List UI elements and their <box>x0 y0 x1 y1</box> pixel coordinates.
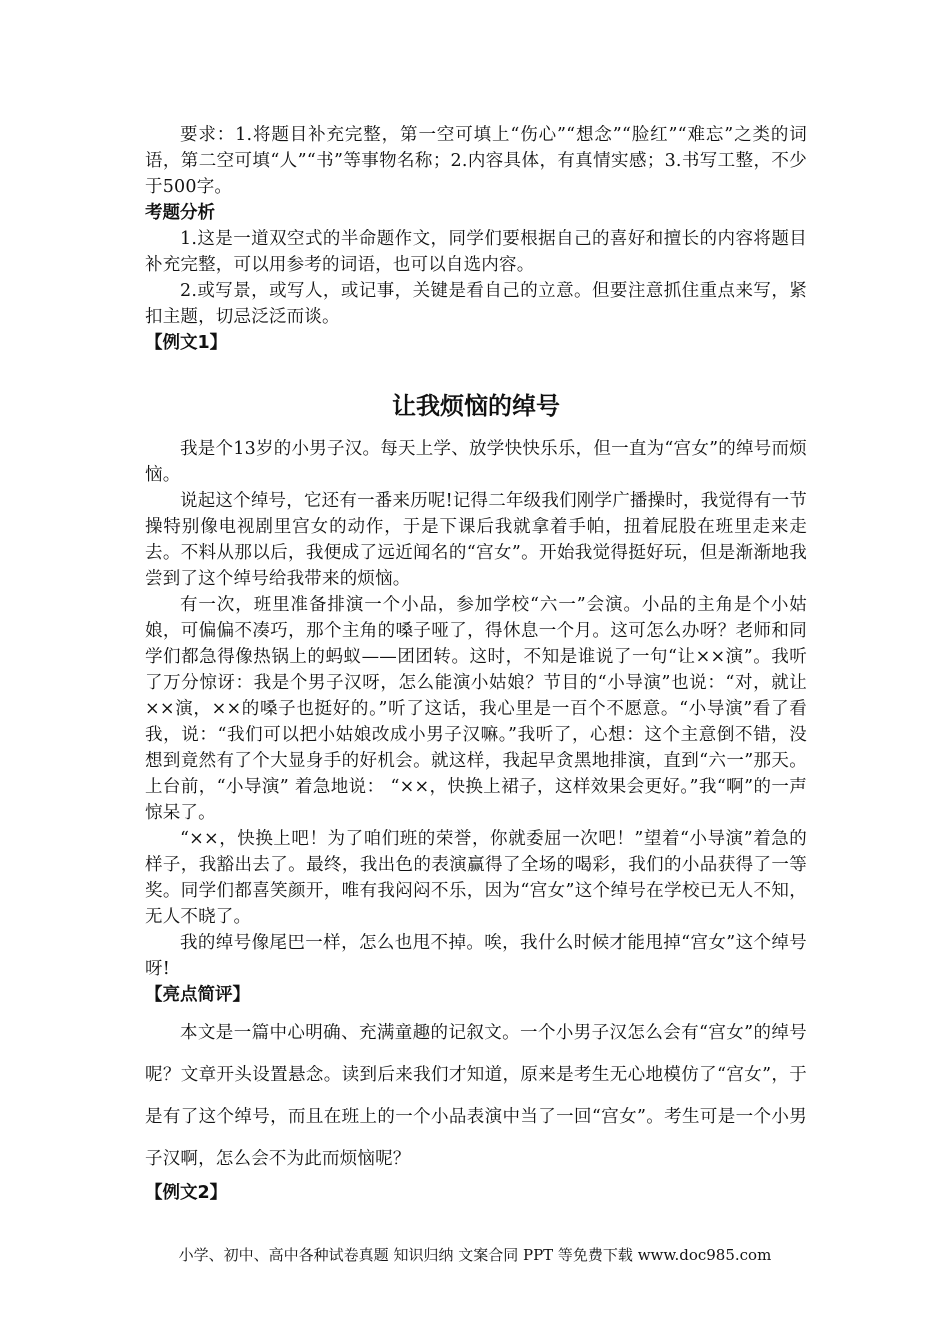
analysis-heading: 考题分析 <box>145 203 215 223</box>
example1-label: 【例文1】 <box>145 333 228 353</box>
comment-paragraph: 本文是一篇中心明确、充满童趣的记叙文。一个小男子汉怎么会有“宫女”的绰号呢？文章开头设置悬念。读到后来我们才知道，原来是考生无心地模仿了“宫女”，于是有了这个绰号，而且在班上的一个小品表演中当了一回“宫女”。考生可是一个小男子汉啊，怎么会不为此而烦恼呢？ <box>145 1023 807 1169</box>
analysis-point-1: 1.这是一道双空式的半命题作文，同学们要根据自己的喜好和擅长的内容将题目补充完整，可以用参考的词语，也可以自选内容。 <box>145 229 807 275</box>
essay-paragraph-3: 有一次，班里准备排演一个小品，参加学校“六一”会演。小品的主角是个小姑娘，可偏偏不凑巧，那个主角的嗓子哑了，得休息一个月。这可怎么办呀？老师和同学们都急得像热锅上的蚂蚁——团团转。这时，不知是谁说了一句“让××演”。我听了万分惊讶：我是个男子汉呀，怎么能演小姑娘？节目的“小导演”也说：“对，就让××演，××的嗓子也挺好的。”听了这话，我心里是一百个不愿意。“小导演”看了看我，说：“我们可以把小姑娘改成小男子汉嘛。”我听了，心想：这个主意倒不错，没想到竟然有了个大显身手的好机会。就这样，我起早贪黑地排演，直到“六一”那天。上台前，“小导演” 着急地说： “××，快换上裙子，这样效果会更好。”我“啊”的一声惊呆了。 <box>145 595 807 823</box>
requirements-paragraph: 要求：1.将题目补充完整，第一空可填上“伤心”“想念”“脸红”“难忘”之类的词语，第二空可填“人”“书”等事物名称；2.内容具体，有真情实感；3.书写工整，不少于500字。 <box>145 125 807 197</box>
essay-paragraph-4: “××，快换上吧！为了咱们班的荣誉，你就委屈一次吧！”望着“小导演”着急的样子，我豁出去了。最终，我出色的表演赢得了全场的喝彩，我们的小品获得了一等奖。同学们都喜笑颜开，唯有我闷闷不乐，因为“宫女”这个绰号在学校已无人不知，无人不晓了。 <box>145 829 807 927</box>
document-body <box>145 122 807 1206</box>
comment-label: 【亮点简评】 <box>145 985 250 1005</box>
essay-title: 让我烦恼的绰号 <box>392 392 560 420</box>
analysis-point-2: 2.或写景，或写人，或记事，关键是看自己的立意。但要注意抓住重点来写，紧扣主题，切忌泛泛而谈。 <box>145 281 807 327</box>
essay-paragraph-1: 我是个13岁的小男子汉。每天上学、放学快快乐乐，但一直为“宫女”的绰号而烦恼。 <box>145 439 807 485</box>
essay-paragraph-5: 我的绰号像尾巴一样，怎么也甩不掉。唉，我什么时候才能甩掉“宫女”这个绰号呀! <box>145 933 807 979</box>
page-footer: 小学、初中、高中各种试卷真题 知识归纳 文案合同 PPT 等免费下载 www.doc985.com <box>178 1246 772 1264</box>
example2-label: 【例文2】 <box>145 1183 228 1203</box>
essay-paragraph-2: 说起这个绰号，它还有一番来历呢!记得二年级我们刚学广播操时，我觉得有一节操特别像电视剧里宫女的动作，于是下课后我就拿着手帕，扭着屁股在班里走来走去。不料从那以后，我便成了远近闻名的“宫女”。开始我觉得挺好玩，但是渐渐地我尝到了这个绰号给我带来的烦恼。 <box>145 491 807 589</box>
